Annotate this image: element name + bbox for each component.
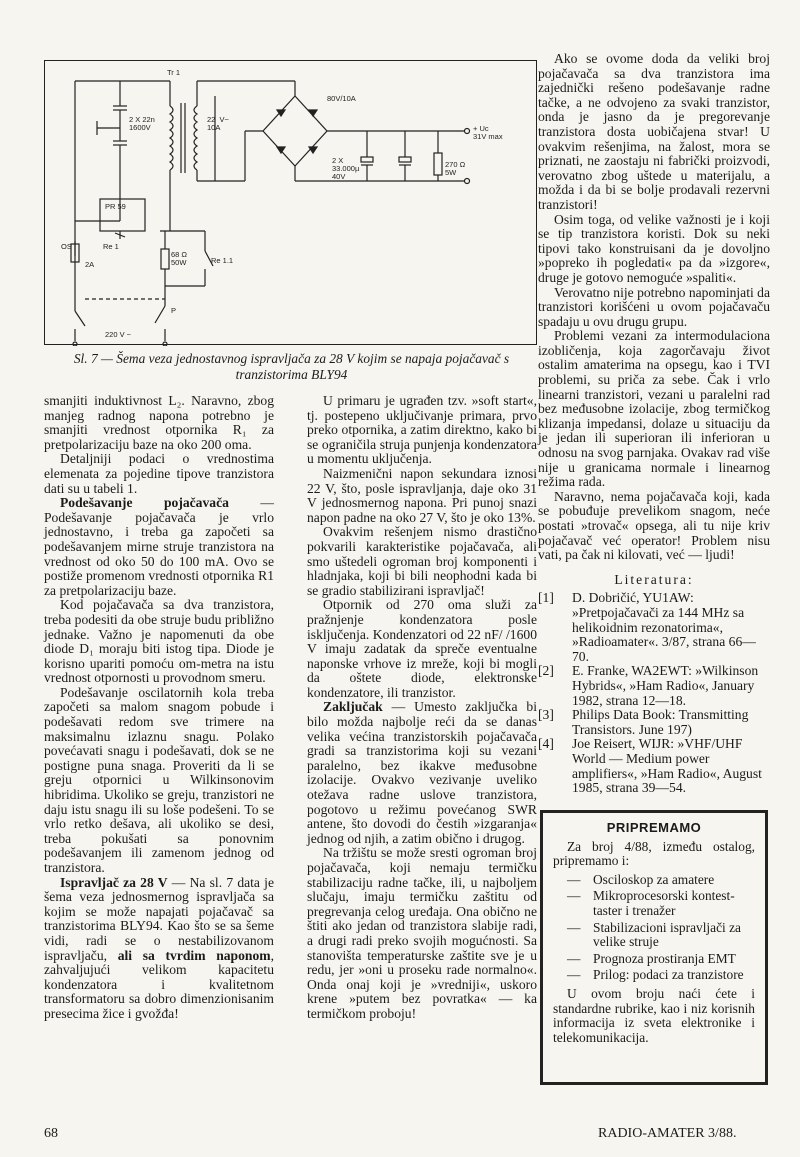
label-mains: 220 V ~ xyxy=(105,330,132,339)
label-re1: Re 1 xyxy=(103,242,119,251)
paragraph: Otpornik od 270 oma služi za pražnjenje kondenzatora posle isključenja. Kondenzatori od 22 nF/ /1600 V imaju zadatak da spreče eventualne naponske vrhove iz mreže, koji bi mogli da oštete diode, elektronske kondenzatore, ili tranzistor. xyxy=(307,597,537,700)
box-list-item: — Prognoza prostiranja EMT xyxy=(553,952,755,967)
box-list-item: — Osciloskop za amatere xyxy=(553,873,755,888)
label-uc: + Uc 31V max xyxy=(473,124,503,141)
section-heading: Podešavanje pojačavača xyxy=(60,495,229,511)
page-number: 68 xyxy=(44,1126,58,1141)
reference-item: [1] D. Dobričić, YU1AW: »Pretpojačavači za 144 MHz sa helikoidnim rezonatorima«, »Radioamater«. 3/87, strana 66—70. xyxy=(538,590,756,664)
label-pr: PR 59 xyxy=(105,202,126,211)
reference-item: [4] Joe Reisert, WIJR: »VHF/UHF World — Medium power amplifiers«, »Ham Radio«, August 1985, strana 39—54. xyxy=(538,736,762,796)
column-2 xyxy=(307,394,537,1022)
label-os: OS xyxy=(61,242,72,251)
paragraph: Podešavanje oscilatornih kola treba započeti sa malom snagom pobude i podešavati redom sve trimere na maksimalnu izlaznu snagu. Polako povećavati snagu i podešavati, dok se ne postigne puna snaga. Proveriti da li se greju otpornici u Wilkinsonovim hibridima. Ukoliko se greju, tranzistori ne daju istu snagu ili su loše podešeni. To se vrlo retko dešava, ali ukoliko se desi, treba pokušati sa ponovnim podešavanjem ili zamenom jednog od tranzistora. xyxy=(44,684,274,875)
reference-list xyxy=(538,591,770,795)
reference-item: [3] Philips Data Book: Transmitting Transistors. June 197) xyxy=(538,707,749,737)
paragraph: Zaključak — Umesto zaključka bi bilo možda najbolje reći da se danas velika većina tranzistorskih pojačavača gradi sa tranzistorima koji su vezani paralelno, bez ikakve međusobne izolacije. Ovakvo vezivanje uveliko otežava radne uslove tranzistora, pogotovo u režimu povećanog SWR antene, što dovodi do čestih »izgaranja« jednog od njih, a zatim obično i drugog. xyxy=(307,699,537,846)
column-1 xyxy=(44,394,274,1022)
box-title: PRIPREMAMO xyxy=(606,820,702,835)
paragraph: Verovatno nije potrebno napominjati da tranzistori korišćeni u ovom pojačavaču spadaju u ovu drugu grupu. xyxy=(538,284,770,329)
literature-heading: Literatura: xyxy=(614,571,694,587)
paragraph: Ispravljač za 28 V — Na sl. 7 data je šema veza jednosmernog ispravljača sa kojim se može napajati pojačavač sa tranzistorima BLY94. Kao što se sa šeme vidi, radi se o nestabilizovanom ispravljaču, ali sa tvrdim naponom, zahvaljujući velikom kapacitetu kondenzatora i kvalitetnom transformatoru sa dobro dimenzionisanim presecima žice i gvožđa! xyxy=(44,874,275,1021)
paragraph: smanjiti induktivnost L₂. Naravno, zbog manjeg radnog napona potrebno je smanjiti vrednost otpornika R₁ za pretpolarizaciju baze na oko 200 oma. xyxy=(44,393,274,452)
box-list-item: — Prilog: podaci za tranzistore xyxy=(553,968,755,983)
label-bridge: 80V/10A xyxy=(327,94,356,103)
paragraph: Osim toga, od velike važnosti je i koji se tip tranzistora koristi. Dok su neki tipovi tako konstruisani da je dovoljno »popreko ih pogledati« pa da »izgore«, druge je gotovo nemoguće »spaliti«. xyxy=(538,211,770,285)
label-amp: 2A xyxy=(85,260,95,269)
figure-caption: Sl. 7 — Šema veza jednostavnog ispravljača za 28 V kojim se napaja pojačavač s tranzistorima BLY94 xyxy=(73,351,510,382)
paragraph: Ako se ovome doda da veliki broj pojačavača sa dva tranzistora ima zajednički rešeno podešavanje radne tačke, a ne odvojeno za svaki tranzistor, onda je jasno da je pregorevanje tranzistora dosta uobičajena stvar! U ovakvim rešenjima, na žalost, mora se priznati, ne zaostaju ni fabrički proizvodi, verovatno zbog uštede u materijalu, a možda i da bi se bolje prodavali rezervni tranzistori! xyxy=(538,51,770,212)
box-list xyxy=(553,873,755,983)
label-elko: 2 X 33.000µ 40V xyxy=(332,156,360,181)
label-sec: 22 V~ 10A xyxy=(207,115,229,132)
section-heading: Zaključak xyxy=(323,699,383,715)
paragraph: Kod pojačavača sa dva tranzistora, treba podesiti da obe struje budu približno jednake. Važno je napomenuti da obe diode D₁ moraju biti istog tipa. Diode je korisno upariti pomoću om-metra na istu vrednost otpornosti u provodnom smeru. xyxy=(44,597,274,686)
label-p: P xyxy=(171,306,177,315)
pripremamo-box xyxy=(540,810,768,1085)
box-intro: Za broj 4/88, između ostalog, pripremamo i: xyxy=(553,838,755,869)
paragraph: U primaru je ugrađen tzv. »soft start«, tj. postepeno uključivanje primara, prvo preko otpornika, a zatim direktno, kako bi se ograničila struja punjenja kondenzatora u momentu uključenja. xyxy=(307,393,537,467)
label-r68: 68 Ω 50W xyxy=(171,250,188,267)
label-tr: Tr 1 xyxy=(167,68,181,77)
paragraph: Na tržištu se može sresti ogroman broj pojačavača, koji nemaju termičku stabilizaciju radne tačke, ili, u najboljem slučaju, imaju termičku zaštitu od pregrevanja celog uređaja. Ona obično ne štiti ako jedan od tranzistora slabije radi, a drugi radi preko svojih mogućnosti. Sa stanovišta temperaturske zaštite sve je u redu, jer »oni u proseku rade normalno«. Onda onaj koji je »vredniji«, uskoro krene »putem bez povratka« — ka termičkom proboju! xyxy=(307,845,537,1021)
schematic-figure xyxy=(44,60,537,345)
label-cap: 2 X 22n 1600V xyxy=(129,115,155,132)
box-list-item: — Mikroprocesorski kontest-taster i trenažer xyxy=(553,889,755,918)
paragraph: Problemi vezani za intermodulaciona izobličenja, koja zagorčavaju život ostalim amaterima na opsegu, kao i TVI problemi, su priča za sebe. Čak i vrlo linearni tranzistori, vezani u paralelni rad bez međusobne izolacije, zbog termičkog klizanja impedansi, dolaze u situaciju da je jedan ili superioran ili inferioran u odnosu na svog parnjaka. Ovakav rad više nije u granicama normale i linearnog režima rada. xyxy=(538,328,770,490)
paragraph: Podešavanje pojačavača — Podešavanje pojačavača je vrlo jednostavno, i treba ga započeti sa podešavanjem mirne struje tranzistora na vrednost od oko 50 do 100 mA. Ovo se postiže promenom vrednosti otpornika R1 za pretpolarizaciju baze. xyxy=(44,495,274,598)
paragraph: Naravno, nema pojačavača koji, kada se pobuđuje prevelikom snagom, neće postati »trovač« opsega, ali tu nije kriv pojačavač već operator! Problem nisu vati, pa čak ni kilovati, već — ljudi! xyxy=(538,488,770,563)
reference-item: [2] E. Franke, WA2EWT: »Wilkinson Hybrids«, »Ham Radio«, January 1982, strana 12—18. xyxy=(538,663,759,708)
box-outro: U ovom broju naći ćete i standardne rubrike, kao i niz korisnih informacija iz sveta elektronike i telekomunikacija. xyxy=(553,985,755,1045)
label-r270: 270 Ω 5W xyxy=(445,160,466,177)
column-3 xyxy=(538,52,770,796)
paragraph: Detaljniji podaci o vrednostima elemenata za pojedine tipove tranzistora dati su u tabeli 1. xyxy=(44,451,274,496)
paragraph: Naizmenični napon sekundara iznosi 22 V, što, posle ispravljanja, daje oko 31 V jednosmernog napona. Pri punoj snazi napon padne na oko 27 V, što je oko 13%. xyxy=(307,465,537,525)
magazine-issue: RADIO-AMATER 3/88. xyxy=(598,1126,737,1141)
paragraph: Ovakvim rešenjem nismo drastično pokvarili karakteristike pojačavača, ali smo uštedeli ogroman broj komponenti i hladnjaka, koji bi bili neophodni kada bi se gradio stabilizirani ispravljač! xyxy=(307,524,537,598)
section-heading: Ispravljač za 28 V xyxy=(60,874,168,890)
label-re11: Re 1.1 xyxy=(211,256,234,265)
box-list-item: — Stabilizacioni ispravljači za velike struje xyxy=(553,921,755,950)
